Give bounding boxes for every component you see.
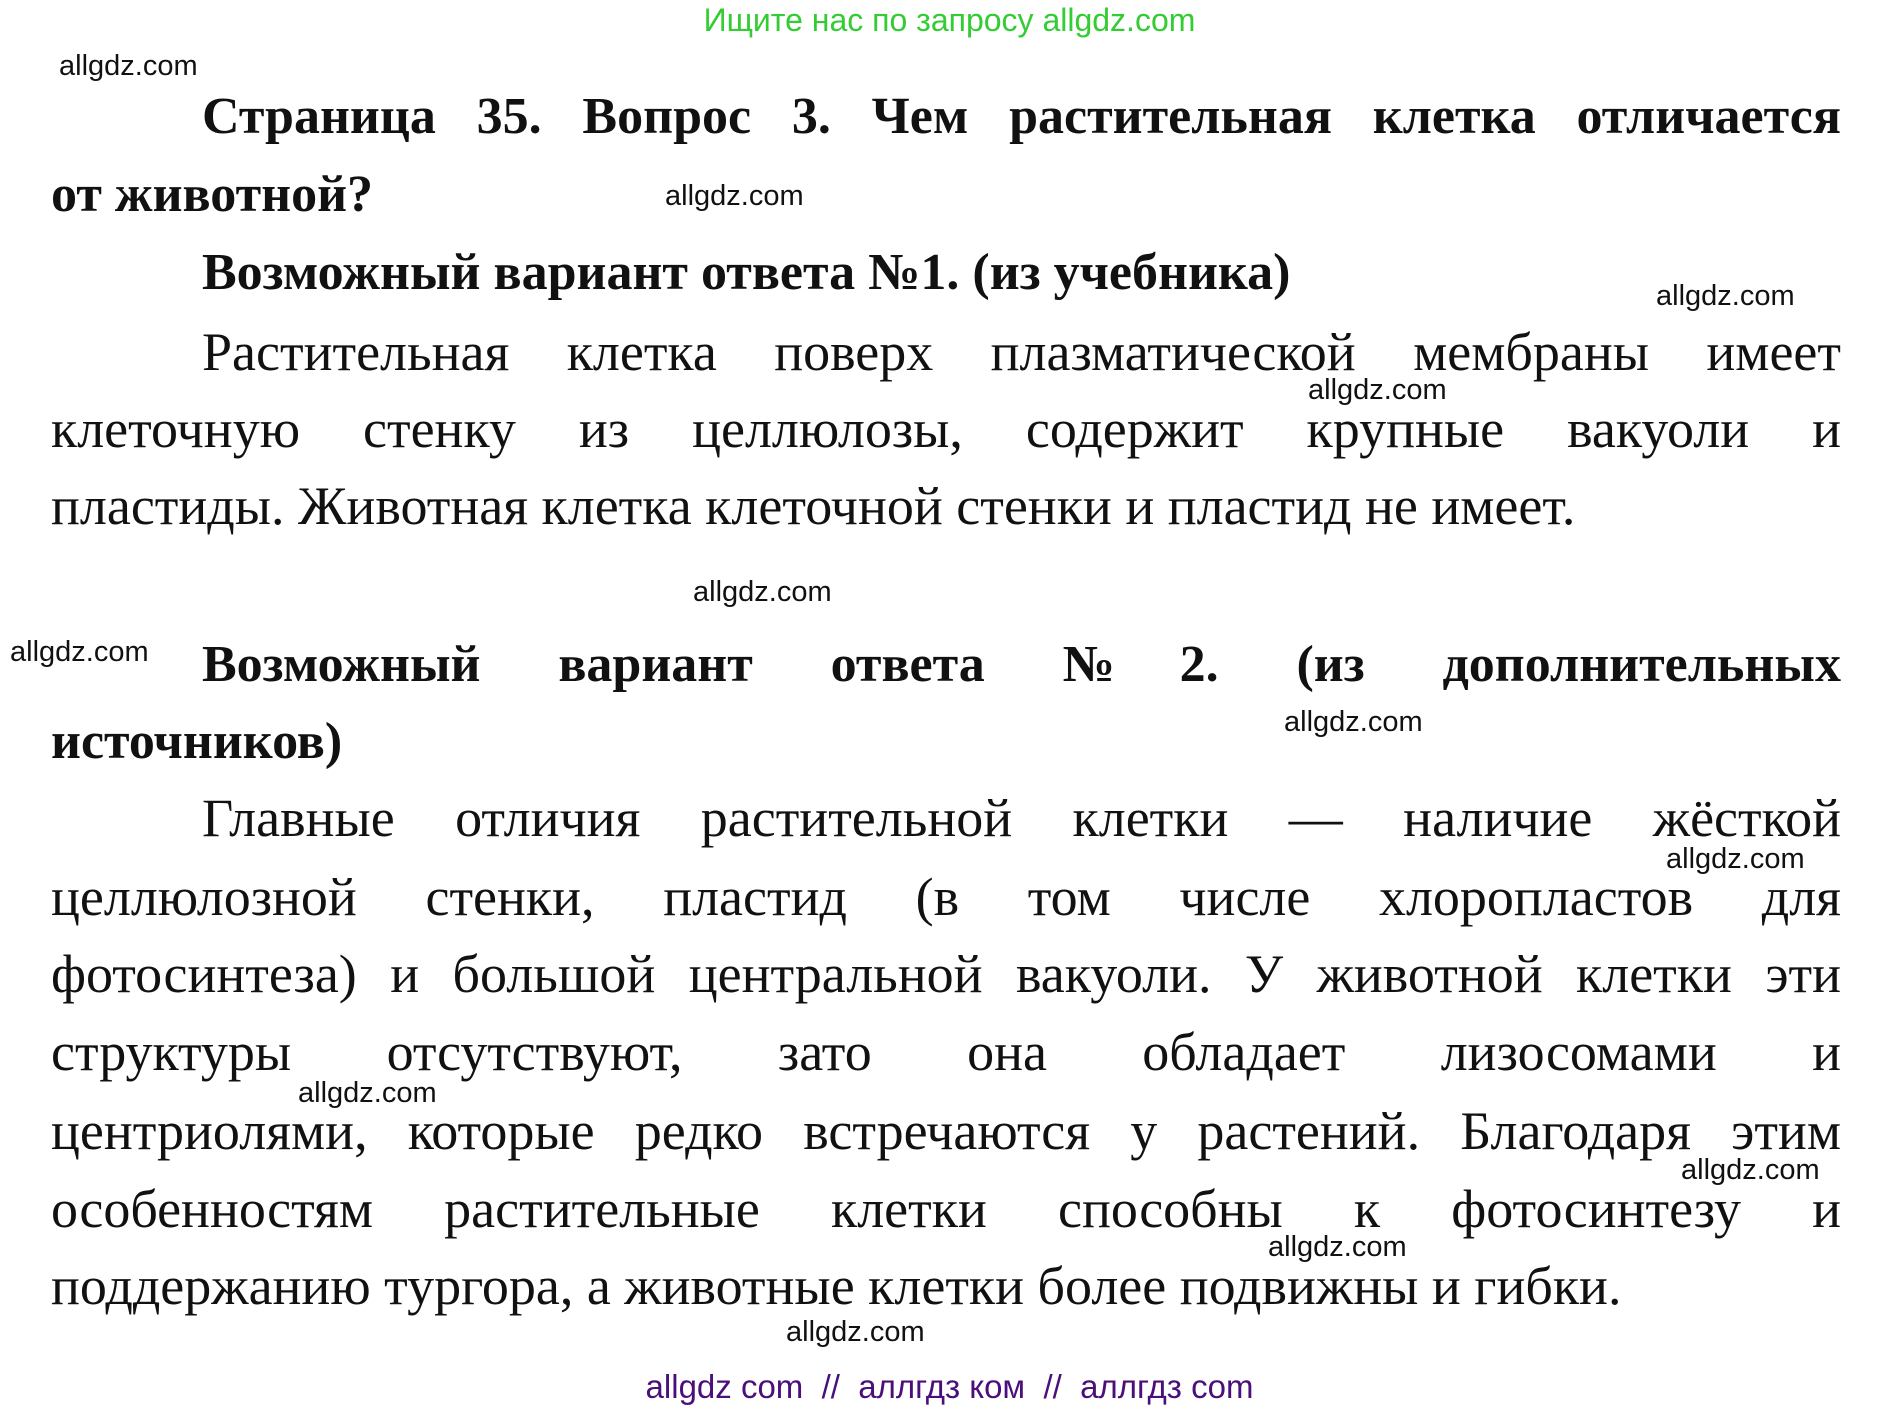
watermark: allgdz.com	[1666, 843, 1805, 875]
watermark: allgdz.com	[1284, 706, 1423, 738]
watermark: allgdz.com	[1681, 1154, 1820, 1186]
answer2-line: Главные отличия растительной клетки — наличие жёсткой	[202, 788, 1841, 848]
answer2-line: целлюлозной стенки, пластид (в том числе хлоропластов для	[51, 867, 1841, 927]
watermark: allgdz.com	[298, 1077, 437, 1109]
footer-links: allgdz com // аллгдз ком // аллгдз com	[645, 1368, 1254, 1405]
page-title-line-2: от животной?	[51, 166, 374, 223]
answer2-line: особенностям растительные клетки способны к фотосинтезу и	[51, 1179, 1841, 1239]
watermark: allgdz.com	[1656, 280, 1795, 312]
answer1-heading: Возможный вариант ответа №1. (из учебника)	[202, 244, 1291, 301]
answer2-line: структуры отсутствуют, зато она обладает лизосомами и	[51, 1022, 1841, 1082]
watermark: allgdz.com	[10, 636, 149, 668]
answer2-line: поддержанию тургора, а животные клетки более подвижны и гибки.	[51, 1256, 1622, 1316]
watermark: allgdz.com	[59, 50, 198, 82]
watermark: allgdz.com	[693, 576, 832, 608]
search-banner: Ищите нас по запросу allgdz.com	[703, 2, 1196, 38]
watermark: allgdz.com	[665, 180, 804, 212]
answer1-line: клеточную стенку из целлюлозы, содержит крупные вакуоли и	[51, 399, 1841, 459]
watermark: allgdz.com	[786, 1316, 925, 1348]
answer1-line: пластиды. Животная клетка клеточной стенки и пластид не имеет.	[51, 476, 1576, 536]
answer2-line: фотосинтеза) и большой центральной вакуоли. У животной клетки эти	[51, 944, 1841, 1004]
answer2-heading-line-1: Возможный вариант ответа №2. (из дополнительных	[202, 636, 1841, 693]
answer1-line: Растительная клетка поверх плазматической мембраны имеет	[202, 322, 1841, 382]
answer2-line: центриолями, которые редко встречаются у растений. Благодаря этим	[51, 1101, 1841, 1161]
answer2-heading-line-2: источников)	[51, 713, 343, 770]
watermark: allgdz.com	[1308, 374, 1447, 406]
page-title-line-1: Страница 35. Вопрос 3. Чем растительная клетка отличается	[202, 88, 1841, 145]
watermark: allgdz.com	[1268, 1231, 1407, 1263]
